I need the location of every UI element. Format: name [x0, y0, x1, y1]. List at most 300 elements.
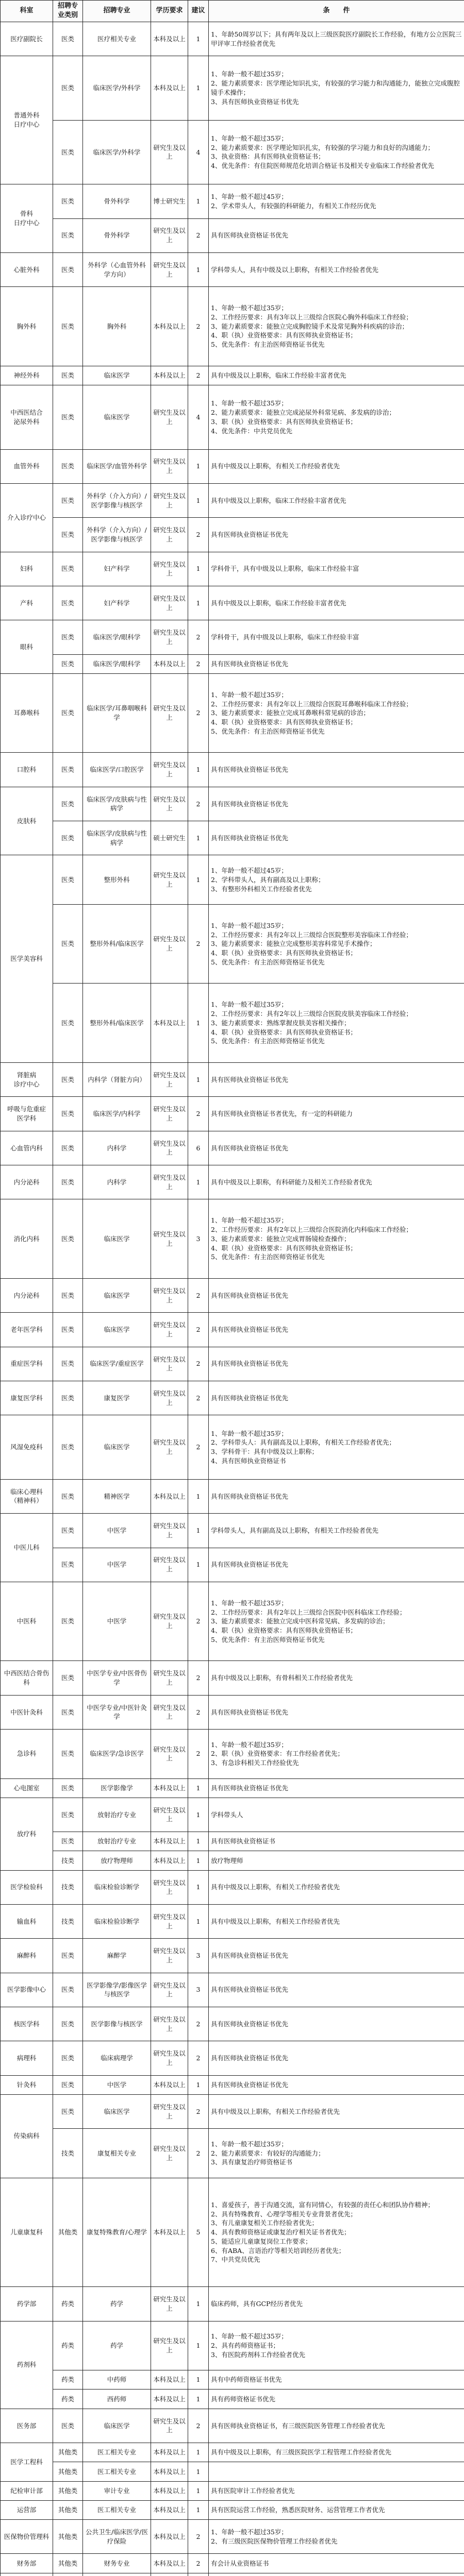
major-cell: 中医学	[83, 1548, 151, 1582]
count-cell: 1	[188, 1870, 209, 1904]
category-cell: 医类	[53, 1939, 83, 1973]
count-cell: 2	[188, 2041, 209, 2075]
category-cell: 医类	[53, 984, 83, 1063]
category-cell: 其他类	[53, 2500, 83, 2519]
category-cell: 医类	[53, 120, 83, 184]
count-cell: 2	[188, 2129, 209, 2178]
category-cell: 医类	[53, 218, 83, 252]
dept-cell: 骨科 日疗中心	[1, 184, 53, 253]
education-cell: 研究生及以上	[151, 1661, 188, 1695]
conditions-cell: 具有医师执业资格证书优先	[209, 2075, 464, 2094]
conditions-cell: 具有中级及以上职称，有骨科相关工作经验者优先	[209, 1661, 464, 1695]
conditions-cell	[209, 2462, 464, 2481]
dept-cell: 放疗科	[1, 1798, 53, 1870]
education-cell: 研究生及以上	[151, 787, 188, 821]
education-cell: 研究生及以上	[151, 2321, 188, 2370]
category-cell: 医类	[53, 385, 83, 449]
major-cell: 临床医学	[83, 366, 151, 385]
table-row	[1, 2481, 464, 2500]
table-row	[1, 1798, 464, 1832]
table-row	[1, 2007, 464, 2041]
table-row	[1, 2287, 464, 2321]
category-cell: 医类	[53, 855, 83, 904]
conditions-cell: 1、年龄一般不超过35岁； 2、工作经历要求：具有2年以上三级综合医院中医科临床工作经验； 3、能力素质要求：能独立完成中医科常见病、多发病的诊治； 4、职（执）业资格要求：具有医师执业资格证书； 5、优先条件：有主治医师资格证书优先	[209, 1582, 464, 1661]
count-cell: 1	[188, 984, 209, 1063]
dept-cell: 输血科	[1, 1904, 53, 1938]
count-cell: 1	[188, 753, 209, 787]
count-cell: 3	[188, 1199, 209, 1279]
dept-cell: 中医针灸科	[1, 1695, 53, 1729]
dept-cell: 传染病科	[1, 2094, 53, 2178]
conditions-cell: 1、年龄50周岁以下；具有两年及以上三级医院医疗副院长工作经验，有地方公立医院三甲评审工作经验者优先	[209, 22, 464, 56]
major-cell: 临床医学	[83, 1278, 151, 1312]
count-cell: 2	[188, 1381, 209, 1415]
dept-cell: 心血管内科	[1, 1131, 53, 1165]
conditions-cell: 1、年龄一般不超过35岁； 2、能力素质要求：有较好的沟通能力； 3、具有康复治疗师资格证书	[209, 2129, 464, 2178]
count-cell: 3	[188, 1973, 209, 2007]
table-row	[1, 2409, 464, 2443]
major-cell: 中医学	[83, 1582, 151, 1661]
major-cell: 外科学（心血管外科学方向）	[83, 252, 151, 286]
conditions-cell: 具有医师执业资格证书，有三级医院医务管理工作经验者优先	[209, 2409, 464, 2443]
education-cell: 研究生及以上	[151, 518, 188, 552]
conditions-cell: 具有中级及以上职称，有科研能力及相关工作经验者优先	[209, 1165, 464, 1199]
table-row	[1, 1415, 464, 1479]
conditions-cell: 具有医师执业资格证书者优先，有一定的科研能力	[209, 1097, 464, 1131]
table-row	[1, 1278, 464, 1312]
category-cell: 医类	[53, 449, 83, 483]
count-cell: 1	[188, 1778, 209, 1798]
education-cell: 本科及以上	[151, 2389, 188, 2409]
major-cell: 骨外科学	[83, 184, 151, 218]
count-cell: 1	[188, 1165, 209, 1199]
dept-cell: 耳鼻喉科	[1, 673, 53, 753]
dept-cell: 医学工程科	[1, 2443, 53, 2482]
count-cell: 3	[188, 1939, 209, 1973]
conditions-cell	[209, 2573, 464, 2576]
header-row	[1, 1, 464, 22]
table-row	[1, 1131, 464, 1165]
education-cell: 研究生及以上	[151, 2094, 188, 2128]
conditions-cell: 具有医师执业资格证书优先	[209, 821, 464, 855]
category-cell: 医类	[53, 2007, 83, 2041]
table-row	[1, 184, 464, 218]
conditions-cell: 学科骨干，具有中级及以上职称，临床工作经验丰富	[209, 620, 464, 654]
conditions-cell: 1、喜爱孩子，善于沟通交流，富有同情心，有较强的责任心和团队协作精神； 2、具有特殊教育、心理学等相关专业背景者优先； 3、有儿童康复相关工作经验者优先； 4、具有教师资格证或康复治疗相关证书者优先； 5、能适应儿童康复岗位工作要求； 6、有ABA、言语治疗等相关培训经历者优先； 7、中共党员优先	[209, 2178, 464, 2287]
major-cell: 妇产科学	[83, 552, 151, 586]
category-cell: 医类	[53, 904, 83, 984]
education-cell: 研究生及以上	[151, 1415, 188, 1479]
major-cell: 内科学（肾脏方向）	[83, 1063, 151, 1097]
conditions-cell: 1、年龄一般不超过35岁； 2、工作经历要求：具有2年以上三级综合医院整形美容临床工作经验； 3、能力素质要求：能独立完成整形美容科常见手术操作； 4、职（执）业资格要求：具有医师执业资格证书； 5、优先条件：有主治医师资格证书优先	[209, 904, 464, 984]
category-cell: 医类	[53, 753, 83, 787]
category-cell: 医类	[53, 184, 83, 218]
conditions-cell: 1、年龄一般不超过35岁； 2、工作经历要求：具有2年以上三级综合医院消化内科临床工作经验； 3、能力素质要求：能独立完成胃肠镜检查操作； 4、职（执）业资格要求：具有医师执业资格证书； 5、优先条件：有主治医师资格证书优先	[209, 1199, 464, 1279]
table-row	[1, 22, 464, 56]
table-row	[1, 1548, 464, 1582]
major-cell: 中医学	[83, 2075, 151, 2094]
table-row	[1, 2443, 464, 2462]
conditions-cell: 具有中级及以上职称，有相关工作经验者优先	[209, 1904, 464, 1938]
table-row	[1, 1973, 464, 2007]
table-row	[1, 1851, 464, 1870]
major-cell: 临床医学/皮肤病与性病学	[83, 821, 151, 855]
table-row	[1, 518, 464, 552]
count-cell: 1	[188, 22, 209, 56]
dept-cell: 血管外科	[1, 449, 53, 483]
category-cell: 医类	[53, 366, 83, 385]
major-cell: 康复相关专业	[83, 2129, 151, 2178]
category-cell: 医类	[53, 1415, 83, 1479]
dept-cell: 康复医学科	[1, 1381, 53, 1415]
major-cell: 临床医学/血管外科学	[83, 449, 151, 483]
major-cell: 审计专业	[83, 2481, 151, 2500]
category-cell: 医类	[53, 1199, 83, 1279]
category-cell: 医类	[53, 1278, 83, 1312]
education-cell: 研究生及以上	[151, 1381, 188, 1415]
education-cell: 研究生及以上	[151, 855, 188, 904]
table-row	[1, 2178, 464, 2287]
category-cell: 医类	[53, 1832, 83, 1851]
table-row	[1, 654, 464, 673]
category-cell: 药类	[53, 2321, 83, 2370]
education-cell: 本科及以上	[151, 2075, 188, 2094]
category-cell: 医类	[53, 56, 83, 120]
conditions-cell: 具有医师执业资格证书优先	[209, 1778, 464, 1798]
table-row	[1, 2500, 464, 2519]
dept-cell: 心脏外科	[1, 252, 53, 286]
conditions-cell: 具有医师执业资格证书优先	[209, 787, 464, 821]
major-cell: 临床医学/皮肤病与性病学	[83, 787, 151, 821]
category-cell: 医类	[53, 821, 83, 855]
conditions-cell: 具有医师执业资格证书优先	[209, 654, 464, 673]
count-cell: 1	[188, 1063, 209, 1097]
major-cell: 临床医学/口腔医学	[83, 753, 151, 787]
major-cell: 临床医学/外科学	[83, 56, 151, 120]
conditions-cell: 具有医师执业资格证书优先	[209, 218, 464, 252]
category-cell: 其他类	[53, 2443, 83, 2462]
table-row	[1, 2389, 464, 2409]
major-cell: 财务专业	[83, 2554, 151, 2573]
conditions-cell: 具有医师执业资格证书优先	[209, 2041, 464, 2075]
education-cell: 研究生及以上	[151, 252, 188, 286]
education-cell: 研究生及以上	[151, 620, 188, 654]
major-cell: 外科学（介入方向）/医学影像与核医学	[83, 483, 151, 517]
category-cell: 技类	[53, 1904, 83, 1938]
education-cell: 研究生及以上	[151, 904, 188, 984]
conditions-cell: 学科带头人	[209, 1798, 464, 1832]
major-cell: 麻醉学	[83, 1939, 151, 1973]
major-cell: 放射治疗专业	[83, 1832, 151, 1851]
education-cell: 研究生及以上	[151, 2041, 188, 2075]
dept-cell: 医疗副院长	[1, 22, 53, 56]
conditions-cell: 1、年龄一般不超过35岁； 2、职（执）业资格要求：有工作经验者优先； 3、有急诊科相关工作经验优先	[209, 1730, 464, 1778]
table-row	[1, 787, 464, 821]
table-row	[1, 2573, 464, 2576]
table-row	[1, 2041, 464, 2075]
table-row	[1, 2370, 464, 2389]
table-row	[1, 252, 464, 286]
conditions-cell: 具有医师执业资格证书优先	[209, 1695, 464, 1729]
conditions-cell: 具有医师执业资格证书	[209, 1832, 464, 1851]
header-conditions: 条 件	[209, 1, 464, 22]
category-cell: 医类	[53, 2094, 83, 2128]
conditions-cell: 1、年龄一般不超过35岁； 2、能力素质要求：医学理论知识扎实，有较强的学习能力和沟通能力，能独立完成腹腔镜手术操作； 3、具有医师执业资格证书优先	[209, 56, 464, 120]
table-row	[1, 56, 464, 120]
conditions-cell: 学科带头人，具有中级及以上职称，有相关工作经验者优先	[209, 252, 464, 286]
major-cell: 骨外科学	[83, 218, 151, 252]
dept-cell: 针灸科	[1, 2075, 53, 2094]
category-cell: 医类	[53, 518, 83, 552]
category-cell: 医类	[53, 1661, 83, 1695]
dept-cell: 口腔科	[1, 753, 53, 787]
conditions-cell: 具有中级及以上职称，有相关工作经验者优先	[209, 2094, 464, 2128]
education-cell: 研究生及以上	[151, 753, 188, 787]
category-cell	[53, 2573, 83, 2576]
count-cell: 1	[188, 252, 209, 286]
conditions-cell: 具有医院审计工作经验者优先	[209, 2481, 464, 2500]
category-cell: 医类	[53, 1063, 83, 1097]
table-row	[1, 2321, 464, 2370]
education-cell: 本科及以上	[151, 1479, 188, 1513]
major-cell: 临床医学	[83, 2094, 151, 2128]
count-cell: 1	[188, 1832, 209, 1851]
dept-cell: 中医科	[1, 1582, 53, 1661]
category-cell: 医类	[53, 1097, 83, 1131]
count-cell: 2	[188, 1278, 209, 1312]
conditions-cell: 1、年龄一般不超过35岁； 2、能力素质要求：医学理论知识扎实，有较强的学习能力和良好的沟通能力； 3、执业资格：具有医师执业资格证书； 4、优先条件：有住院医师规范化培训合格证书及相关专业临床工作经验者优先	[209, 120, 464, 184]
dept-cell: 中西医结合 泌尿外科	[1, 385, 53, 449]
conditions-cell: 具有医师执业资格证书优先	[209, 1278, 464, 1312]
education-cell: 本科及以上	[151, 2462, 188, 2481]
count-cell: 2	[188, 287, 209, 366]
major-cell: 药学	[83, 2287, 151, 2321]
dept-cell: 医保物价管理科	[1, 2520, 53, 2554]
conditions-cell: 有会计从业资格证书	[209, 2554, 464, 2573]
dept-cell: 肾脏病 诊疗中心	[1, 1063, 53, 1097]
category-cell: 医类	[53, 1730, 83, 1778]
dept-cell: 内分泌科	[1, 1278, 53, 1312]
table-row	[1, 1730, 464, 1778]
conditions-cell: 具有医师执业资格证书优先	[209, 1313, 464, 1347]
category-cell: 药类	[53, 2287, 83, 2321]
dept-cell: 急诊科	[1, 1730, 53, 1778]
education-cell: 本科及以上	[151, 2443, 188, 2462]
count-cell: 1	[188, 1798, 209, 1832]
category-cell: 医类	[53, 673, 83, 753]
major-cell: 胸外科	[83, 287, 151, 366]
conditions-cell: 具有医师执业资格证书优先	[209, 753, 464, 787]
education-cell: 研究生及以上	[151, 1548, 188, 1582]
dept-cell: 医学检验科	[1, 1870, 53, 1904]
count-cell: 4	[188, 385, 209, 449]
education-cell: 研究生及以上	[151, 1904, 188, 1938]
category-cell: 其他类	[53, 2462, 83, 2481]
count-cell: 2	[188, 2007, 209, 2041]
education-cell: 研究生及以上	[151, 1870, 188, 1904]
category-cell: 医类	[53, 552, 83, 586]
education-cell: 研究生及以上	[151, 1973, 188, 2007]
major-cell: 康复特殊教育/心理学	[83, 2178, 151, 2287]
count-cell: 2	[188, 2520, 209, 2554]
major-cell: 临床医学/眼科学	[83, 620, 151, 654]
count-cell: 2	[188, 620, 209, 654]
table-row	[1, 1063, 464, 1097]
dept-cell: 医学美容科	[1, 855, 53, 1063]
table-row	[1, 1778, 464, 1798]
major-cell: 临床医学/急诊医学	[83, 1730, 151, 1778]
dept-cell: 介入诊疗中心	[1, 483, 53, 552]
conditions-cell: 具有中级及以上职称，有三级医院医学工程管理工作经验者优先	[209, 2443, 464, 2462]
conditions-cell: 具有中级及以上职称，有相关工作经验者优先	[209, 1870, 464, 1904]
major-cell: 西药师	[83, 2389, 151, 2409]
education-cell: 研究生及以上	[151, 1131, 188, 1165]
category-cell: 医类	[53, 1798, 83, 1832]
count-cell	[188, 2573, 209, 2576]
conditions-cell: 具有医师执业资格证书优先	[209, 1381, 464, 1415]
major-cell: 医工相关专业	[83, 2500, 151, 2519]
dept-cell: 老年医学科	[1, 1313, 53, 1347]
table-row	[1, 2094, 464, 2128]
major-cell: 临床医学/内科学	[83, 1097, 151, 1131]
education-cell: 研究生及以上	[151, 1097, 188, 1131]
count-cell: 5	[188, 2178, 209, 2287]
major-cell: 临床医学/外科学	[83, 120, 151, 184]
table-row	[1, 1381, 464, 1415]
major-cell: 临床医学	[83, 1199, 151, 1279]
count-cell: 2	[188, 1347, 209, 1381]
category-cell: 医类	[53, 1582, 83, 1661]
dept-cell: 中西医结合骨伤科	[1, 1661, 53, 1695]
conditions-cell: 1、年龄一般不超过45岁； 2、学科带头人，具有副高及以上职称； 3、有整形外科相关工作经验者优先	[209, 855, 464, 904]
conditions-cell: 具有医院运营工作经验，熟悉医院财务、运营管理工作者优先	[209, 2500, 464, 2519]
conditions-cell: 具有医师执业资格证书优先	[209, 1063, 464, 1097]
count-cell: 1	[188, 1479, 209, 1513]
count-cell: 1	[188, 2321, 209, 2370]
conditions-cell: 1、年龄一般不超过35岁； 2、能力素质要求：能独立完成泌尿外科常见病、多发病的诊治； 3、职（执）业资格要求：具有医师执业资格证书； 4、优先条件：中共党员优先	[209, 385, 464, 449]
count-cell: 1	[188, 1548, 209, 1582]
table-row	[1, 552, 464, 586]
header-education: 学历要求	[151, 1, 188, 22]
dept-cell: 皮肤科	[1, 787, 53, 855]
education-cell: 研究生及以上	[151, 1514, 188, 1548]
category-cell: 医类	[53, 1778, 83, 1798]
table-row	[1, 1695, 464, 1729]
conditions-cell: 具有医师执业资格证书优先	[209, 1548, 464, 1582]
education-cell: 本科及以上	[151, 22, 188, 56]
count-cell: 2	[188, 518, 209, 552]
conditions-cell: 具有医师执业资格证书优先	[209, 1479, 464, 1513]
category-cell: 医类	[53, 1347, 83, 1381]
dept-cell: 运营部	[1, 2500, 53, 2519]
table-row	[1, 120, 464, 184]
count-cell: 2	[188, 1582, 209, 1661]
dept-cell: 核医学科	[1, 2007, 53, 2041]
education-cell: 研究生及以上	[151, 1582, 188, 1661]
count-cell: 1	[188, 2481, 209, 2500]
major-cell: 康复医学	[83, 1381, 151, 1415]
table-row	[1, 1347, 464, 1381]
conditions-cell: 放疗物理师	[209, 1851, 464, 1870]
education-cell: 研究生及以上	[151, 586, 188, 620]
education-cell: 研究生及以上	[151, 1695, 188, 1729]
table-row	[1, 2462, 464, 2481]
category-cell: 医类	[53, 1973, 83, 2007]
conditions-cell: 1、年龄一般不超过35岁； 2、具有药师资格证书； 3、有医院药剂科工作经验者优先	[209, 2321, 464, 2370]
conditions-cell: 具有中药师资格证书优先	[209, 2370, 464, 2389]
table-row	[1, 753, 464, 787]
conditions-cell: 具有药师资格证书优先	[209, 2389, 464, 2409]
conditions-cell: 学科带头人，具有副高及以上职称，有相关工作经验者优先	[209, 1514, 464, 1548]
education-cell: 研究生及以上	[151, 1313, 188, 1347]
education-cell: 本科及以上	[151, 366, 188, 385]
count-cell: 2	[188, 787, 209, 821]
count-cell: 1	[188, 1514, 209, 1548]
education-cell: 研究生及以上	[151, 673, 188, 753]
dept-cell: 消化内科	[1, 1199, 53, 1279]
dept-cell: 财务部	[1, 2554, 53, 2573]
conditions-cell: 1、年龄一般不超过35岁； 2、工作经历要求：具有2年以上三级综合医院皮肤美容临床工作经验； 3、能力素质要求：熟练掌握皮肤美容相关操作； 4、职（执）业资格要求：具有医师执业资格证书； 5、优先条件：有主治医师资格证书优先	[209, 984, 464, 1063]
education-cell: 本科及以上	[151, 984, 188, 1063]
education-cell: 研究生及以上	[151, 120, 188, 184]
table-row	[1, 904, 464, 984]
education-cell: 研究生及以上	[151, 1730, 188, 1778]
count-cell: 2	[188, 2409, 209, 2443]
count-cell: 2	[188, 366, 209, 385]
count-cell: 1	[188, 56, 209, 120]
category-cell: 技类	[53, 1870, 83, 1904]
education-cell: 本科及以上	[151, 287, 188, 366]
dept-cell: 重症医学科	[1, 1347, 53, 1381]
dept-cell: 呼吸与危重症 医学科	[1, 1097, 53, 1131]
education-cell: 本科及以上	[151, 2520, 188, 2554]
category-cell: 技类	[53, 2129, 83, 2178]
conditions-cell: 具有医师执业资格证书优先	[209, 1973, 464, 2007]
conditions-cell: 具有中级及以上职称，有相关工作经验者优先	[209, 449, 464, 483]
table-row	[1, 821, 464, 855]
category-cell: 医类	[53, 252, 83, 286]
category-cell: 医类	[53, 1514, 83, 1548]
major-cell: 医疗相关专业	[83, 22, 151, 56]
education-cell: 研究生及以上	[151, 449, 188, 483]
table-row	[1, 1661, 464, 1695]
conditions-cell: 具有中级及以上职称，临床工作经验丰富者优先	[209, 586, 464, 620]
category-cell: 医类	[53, 654, 83, 673]
conditions-cell: 1、年龄一般不超过35岁； 2、工作经历要求：具有3年以上三级综合医院心胸外科临床工作经验； 3、能力素质要求：能独立完成胸腔镜手术及常见胸外科疾病的诊治； 4、职（执）业资格要求：具有医师执业资格证书； 5、优先条件：有主治医师资格证书优先	[209, 287, 464, 366]
count-cell: 1	[188, 1904, 209, 1938]
category-cell: 医类	[53, 1313, 83, 1347]
table-row	[1, 483, 464, 517]
table-row	[1, 673, 464, 753]
education-cell: 研究生及以上	[151, 1347, 188, 1381]
category-cell: 其他类	[53, 2481, 83, 2500]
category-cell: 技类	[53, 1851, 83, 1870]
major-cell: 临床医学	[83, 1313, 151, 1347]
table-row	[1, 1904, 464, 1938]
header-dept: 科室	[1, 1, 53, 22]
education-cell: 本科及以上	[151, 1832, 188, 1851]
category-cell: 医类	[53, 1695, 83, 1729]
category-cell: 其他类	[53, 2554, 83, 2573]
major-cell: 中医学专业/中医针灸学	[83, 1695, 151, 1729]
table-row	[1, 586, 464, 620]
major-cell: 妇产科学	[83, 586, 151, 620]
education-cell: 研究生及以上	[151, 385, 188, 449]
education-cell: 研究生及以上	[151, 1939, 188, 1973]
education-cell: 研究生及以上	[151, 1063, 188, 1097]
count-cell: 1	[188, 483, 209, 517]
education-cell: 本科及以上	[151, 2500, 188, 2519]
